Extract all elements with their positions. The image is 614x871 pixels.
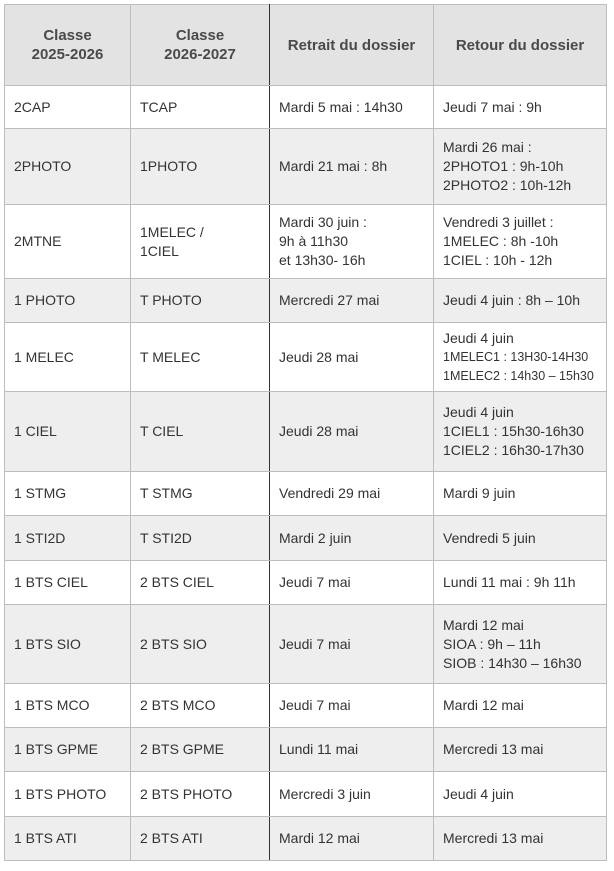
- cell-retrait-dossier: [270, 772, 434, 817]
- cell-line: Mercredi 3 juin: [279, 785, 371, 802]
- cell-retour-dossier: [434, 516, 607, 561]
- cell-class-2025-2026: 1 BTS ATI: [5, 817, 131, 861]
- cell-line: T CIEL: [140, 423, 184, 439]
- header-retrait-dossier: [270, 5, 434, 86]
- cell-line: 1CIEL2 : 16h30-17h30: [443, 442, 584, 458]
- header-line: Classe: [175, 27, 225, 44]
- cell-line: TCAP: [140, 98, 178, 115]
- cell-line: Mercredi 27 mai: [279, 292, 380, 308]
- table-row: [5, 772, 607, 817]
- cell-retrait-dossier: [270, 516, 434, 561]
- table-row: [5, 472, 607, 516]
- cell-retour-dossier: [434, 817, 607, 861]
- table-row: [5, 205, 607, 279]
- cell-line: Jeudi 7 mai: [279, 635, 351, 652]
- table-row: [5, 561, 607, 605]
- cell-line: Mercredi 13 mai: [443, 741, 544, 757]
- schedule-table: [4, 4, 607, 861]
- cell-line: Vendredi 29 mai: [279, 485, 381, 501]
- cell-retrait-dossier: [270, 205, 434, 279]
- cell-class-2025-2026: 2CAP: [5, 86, 131, 129]
- cell-retrait-dossier: [270, 817, 434, 861]
- cell-line: 1MELEC /: [140, 223, 204, 240]
- cell-class-2025-2026: 1 BTS MCO: [5, 684, 131, 728]
- cell-retrait-dossier: [270, 129, 434, 205]
- header-retour-dossier: [434, 5, 607, 86]
- cell-class-2025-2026: 1 STMG: [5, 472, 131, 516]
- cell-retour-dossier: [434, 472, 607, 516]
- cell-retour-dossier: [434, 772, 607, 817]
- cell-line: T PHOTO: [140, 292, 202, 308]
- cell-class-2025-2026: 1 MELEC: [5, 323, 131, 392]
- cell-class-2026-2027: [131, 772, 270, 817]
- cell-class-2026-2027: [131, 392, 270, 472]
- header-line: 2025-2026: [31, 46, 104, 63]
- cell-line: 1CIEL : 10h - 12h: [443, 252, 553, 268]
- cell-line: Mardi 5 mai : 14h30: [279, 98, 403, 115]
- cell-retrait-dossier: [270, 728, 434, 772]
- cell-class-2026-2027: [131, 323, 270, 392]
- cell-retour-dossier: [434, 205, 607, 279]
- cell-retrait-dossier: [270, 605, 434, 684]
- cell-class-2026-2027: [131, 605, 270, 684]
- cell-retour-dossier: [434, 605, 607, 684]
- cell-line: Mardi 12 mai: [443, 616, 524, 633]
- cell-line: Mardi 12 mai: [443, 697, 524, 713]
- cell-class-2025-2026: 1 BTS PHOTO: [5, 772, 131, 817]
- cell-line: 2 BTS CIEL: [140, 574, 214, 590]
- cell-class-2026-2027: [131, 684, 270, 728]
- header-line: Retour du dossier: [455, 36, 585, 54]
- cell-line: T MELEC: [140, 348, 201, 365]
- cell-retour-dossier: [434, 86, 607, 129]
- cell-class-2025-2026: 2PHOTO: [5, 129, 131, 205]
- cell-retour-dossier: [434, 129, 607, 205]
- cell-retour-dossier: [434, 392, 607, 472]
- cell-class-2025-2026: 1 BTS CIEL: [5, 561, 131, 605]
- cell-class-2025-2026: 1 PHOTO: [5, 279, 131, 323]
- cell-retrait-dossier: [270, 392, 434, 472]
- header-class-2025-2026: [5, 5, 131, 86]
- cell-retrait-dossier: [270, 472, 434, 516]
- cell-class-2026-2027: [131, 279, 270, 323]
- cell-line: Jeudi 28 mai: [279, 423, 359, 439]
- cell-line: Jeudi 7 mai: [279, 574, 351, 590]
- cell-line: T STI2D: [140, 529, 192, 546]
- cell-line: 1CIEL: [140, 242, 179, 259]
- cell-line: 2 BTS PHOTO: [140, 785, 233, 802]
- cell-class-2025-2026: 1 BTS GPME: [5, 728, 131, 772]
- cell-class-2026-2027: [131, 516, 270, 561]
- cell-line: 1MELEC1 : 13H30-14H30: [443, 349, 589, 364]
- cell-line: SIOA : 9h – 11h: [443, 635, 541, 652]
- cell-line: Mardi 21 mai : 8h: [279, 158, 388, 174]
- cell-class-2026-2027: [131, 728, 270, 772]
- table-row: [5, 684, 607, 728]
- cell-class-2026-2027: [131, 561, 270, 605]
- header-line: 2026-2027: [164, 46, 236, 63]
- cell-line: 2PHOTO1 : 9h-10h: [443, 158, 564, 174]
- cell-line: Jeudi 4 juin: [443, 329, 514, 346]
- cell-retour-dossier: [434, 684, 607, 728]
- cell-retrait-dossier: [270, 279, 434, 323]
- cell-line: Mardi 2 juin: [279, 529, 352, 546]
- cell-line: 2 BTS MCO: [140, 697, 216, 713]
- table-row: [5, 817, 607, 861]
- cell-line: 1PHOTO: [140, 158, 198, 174]
- table-row: [5, 392, 607, 472]
- cell-line: Jeudi 7 mai: [279, 697, 351, 713]
- cell-line: Mardi 26 mai :: [443, 139, 532, 155]
- cell-line: T STMG: [140, 485, 193, 501]
- cell-class-2025-2026: 1 CIEL: [5, 392, 131, 472]
- header-line: Retrait du dossier: [287, 36, 416, 54]
- cell-class-2026-2027: [131, 205, 270, 279]
- cell-class-2025-2026: 1 STI2D: [5, 516, 131, 561]
- table-row: [5, 86, 607, 129]
- cell-class-2025-2026: 2MTNE: [5, 205, 131, 279]
- cell-retour-dossier: [434, 728, 607, 772]
- cell-retour-dossier: [434, 279, 607, 323]
- cell-line: et 13h30- 16h: [279, 252, 366, 268]
- cell-retrait-dossier: [270, 323, 434, 392]
- cell-line: Mardi 9 juin: [443, 485, 516, 501]
- cell-line: 1MELEC2 : 14h30 – 15h30: [443, 368, 594, 383]
- table-row: [5, 279, 607, 323]
- cell-line: Mardi 12 mai: [279, 830, 360, 846]
- table-row: [5, 516, 607, 561]
- cell-line: Lundi 11 mai : 9h 11h: [443, 574, 576, 590]
- cell-line: Jeudi 4 juin: [443, 404, 514, 420]
- cell-line: Jeudi 4 juin : 8h – 10h: [443, 292, 580, 308]
- cell-line: Jeudi 7 mai : 9h: [443, 98, 542, 115]
- table-row: [5, 605, 607, 684]
- cell-line: SIOB : 14h30 – 16h30: [443, 654, 582, 671]
- cell-line: Lundi 11 mai: [279, 741, 359, 757]
- cell-class-2025-2026: 1 BTS SIO: [5, 605, 131, 684]
- table-row: [5, 323, 607, 392]
- table-body: [5, 86, 607, 861]
- cell-line: 2 BTS ATI: [140, 830, 203, 846]
- cell-line: Vendredi 5 juin: [443, 529, 536, 546]
- table-header: [5, 5, 607, 86]
- table-row: [5, 129, 607, 205]
- cell-retrait-dossier: [270, 561, 434, 605]
- cell-line: 2 BTS GPME: [140, 741, 225, 757]
- cell-retour-dossier: [434, 323, 607, 392]
- cell-line: 2PHOTO2 : 10h-12h: [443, 177, 572, 193]
- cell-class-2026-2027: [131, 129, 270, 205]
- cell-line: Mardi 30 juin :: [279, 214, 367, 230]
- cell-line: 1MELEC : 8h -10h: [443, 233, 559, 249]
- cell-line: Jeudi 4 juin: [443, 785, 514, 802]
- cell-class-2026-2027: [131, 472, 270, 516]
- cell-line: 2 BTS SIO: [140, 635, 207, 652]
- header-row: [5, 5, 607, 86]
- cell-retour-dossier: [434, 561, 607, 605]
- cell-line: 1CIEL1 : 15h30-16h30: [443, 423, 584, 439]
- cell-line: Mercredi 13 mai: [443, 830, 544, 846]
- cell-class-2026-2027: [131, 86, 270, 129]
- cell-retrait-dossier: [270, 684, 434, 728]
- header-class-2026-2027: [131, 5, 270, 86]
- cell-line: Jeudi 28 mai: [279, 348, 359, 365]
- header-line: Classe: [43, 27, 92, 44]
- cell-line: 9h à 11h30: [279, 233, 349, 249]
- cell-retrait-dossier: [270, 86, 434, 129]
- cell-line: Vendredi 3 juillet :: [443, 214, 554, 230]
- cell-class-2026-2027: [131, 817, 270, 861]
- table-row: [5, 728, 607, 772]
